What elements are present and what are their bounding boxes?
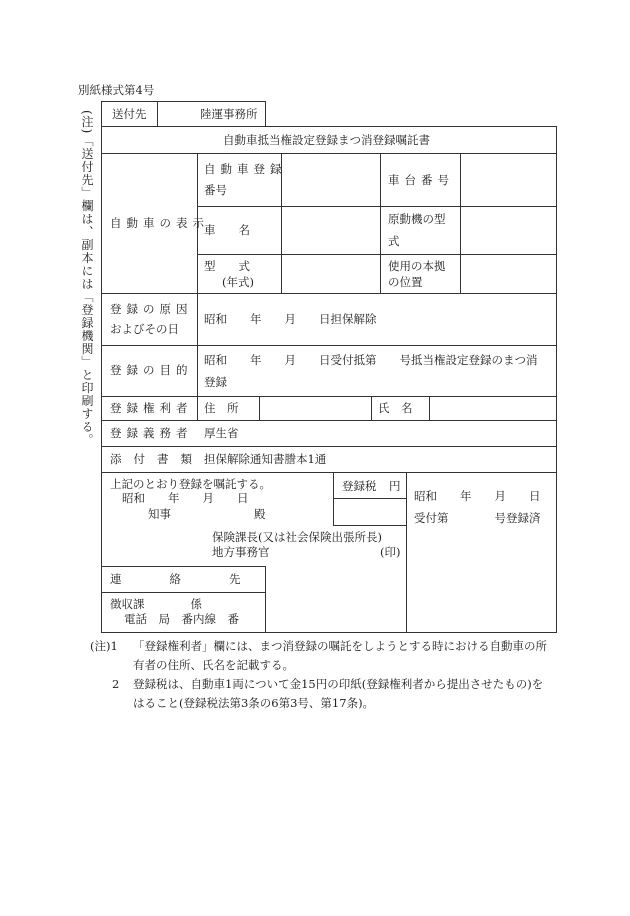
model-label: 型 式: [204, 259, 250, 273]
note-1-line-1: 「登録権利者」欄には、まつ消登録の嘱託をしようとする時における自動車の所: [133, 639, 547, 653]
model-year: (年式): [222, 275, 254, 289]
tax-unit: 円: [389, 479, 401, 493]
holder-address-label: 住 所: [204, 401, 239, 415]
tax-label: 登録税: [342, 479, 377, 493]
holder-label: 登録権利者: [110, 401, 193, 415]
reception-receipt: 受付第 号登録済: [414, 511, 541, 525]
purpose-label: 登録の目的: [110, 363, 193, 377]
contact-dept: 徴収課 係: [110, 597, 202, 611]
base-label-2: の位置: [388, 275, 423, 289]
attachment-value: 担保解除通知書謄本1通: [204, 452, 327, 466]
send-to-label: 送付先: [112, 107, 147, 121]
honorific: 殿: [254, 507, 266, 521]
reception-date: 昭和 年 月 日: [414, 489, 541, 503]
engine-label-2: 式: [388, 234, 400, 248]
obligor-label: 登録義務者: [110, 426, 193, 440]
reg-no-label-2: 番号: [204, 183, 227, 197]
car-name-label: 車 名: [204, 223, 250, 237]
seal-mark: (印): [380, 545, 401, 559]
attachment-label: 添付書類: [110, 452, 204, 466]
contact-phone: 電話 局 番内線 番: [124, 612, 239, 626]
note-2-number: 2: [112, 677, 120, 691]
cause-value: 昭和 年 月 日担保解除: [204, 312, 377, 326]
form-title: 自動車抵当権設定登録まつ消登録嘱託書: [223, 133, 430, 147]
note-1-line-2: 有者の住所、氏名を記載する。: [133, 658, 294, 672]
side-note: (注)「送付先」欄は、副本には「登録機関」と印刷する。: [80, 110, 94, 447]
chassis-label: 車台番号: [388, 173, 454, 187]
request-date: 昭和 年 月 日: [122, 491, 249, 505]
section-chief: 保険課長(又は社会保険出張所長): [212, 530, 382, 544]
request-line: 上記のとおり登録を嘱託する。: [110, 477, 271, 491]
notes-marker: (注)1: [90, 639, 118, 653]
cause-label: 登録の原因: [110, 302, 193, 316]
send-to-value: 陸運事務所: [200, 107, 258, 121]
form-id: 別紙様式第4号: [78, 83, 155, 97]
vehicle-section-label: 自動車の表示: [110, 216, 209, 230]
obligor-value: 厚生省: [204, 426, 239, 440]
governor: 知事: [148, 507, 171, 521]
note-2-line-1: 登録税は、自動車1両について金15円の印紙(登録権利者から提出させたもの)を: [133, 677, 544, 691]
reg-no-label: 自動車登録: [204, 162, 287, 176]
holder-name-label: 氏 名: [378, 401, 413, 415]
purpose-value: 昭和 年 月 日受付抵第 号抵当権設定登録のまつ消: [204, 353, 538, 367]
purpose-value-2: 登録: [204, 375, 227, 389]
cause-label-2: およびその日: [110, 322, 179, 336]
contact-label: 連絡先: [110, 572, 289, 586]
office: 地方事務官: [212, 545, 270, 559]
base-label: 使用の本拠: [388, 259, 446, 273]
engine-label: 原動機の型: [388, 212, 446, 226]
note-2-line-2: はること(登録税法第3条の6第3号、第17条)。: [133, 696, 375, 710]
